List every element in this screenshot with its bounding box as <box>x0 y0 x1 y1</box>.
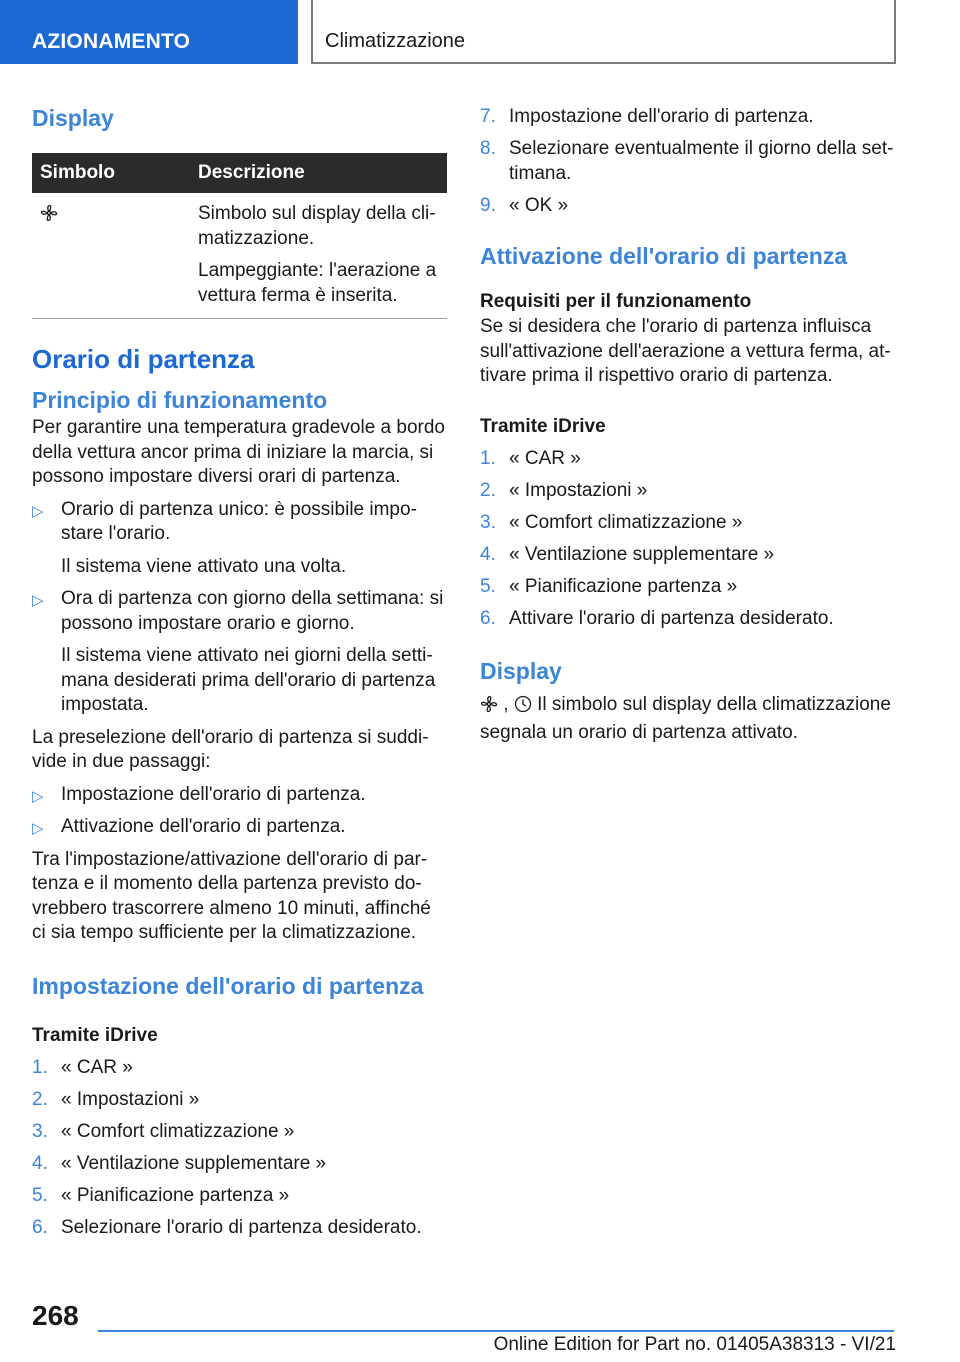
time-paragraph: Tra l'impostazione/attivazione dell'orario di partenza e il momento della partenza previsto dovrebbero trascorrere almeno 10 minuti, affinché ci sia tempo sufficiente per la climatizzazione. <box>32 848 431 943</box>
step-number: 6. <box>32 1216 48 1238</box>
step-number: 3. <box>32 1120 48 1142</box>
step-number: 7. <box>480 106 496 127</box>
list-item-text: Ora di partenza con giorno della settimana: si possono impostare orario e giorno. <box>61 588 444 634</box>
step-text: « Impostazioni » <box>61 1088 200 1110</box>
split-paragraph: La preselezione dell'orario di partenza si suddivide in due passaggi: <box>32 726 429 772</box>
fan-icon <box>40 204 58 230</box>
step-number: 2. <box>32 1088 48 1110</box>
subsection-heading: Impostazione dell'orario di partenza <box>32 972 424 999</box>
step-number: 5. <box>480 575 496 597</box>
step-number: 3. <box>480 511 496 533</box>
step-text: Attivare l'orario di partenza desiderato. <box>509 607 834 629</box>
procedure-heading: Tramite iDrive <box>32 1024 158 1046</box>
list-item-text: Orario di partenza unico: è possibile impostare l'orario. <box>61 498 417 544</box>
step-item <box>480 607 895 632</box>
icon-separator: , <box>503 694 509 715</box>
description-text: Simbolo sul display della climatizzazione. <box>198 203 436 249</box>
list-item <box>32 587 447 718</box>
display-heading: Display <box>32 105 114 131</box>
step-text: « Ventilazione supplementare » <box>509 543 775 565</box>
step-item <box>32 1216 447 1241</box>
step-item <box>480 137 895 186</box>
right-column <box>480 105 895 745</box>
step-item <box>32 1120 447 1145</box>
step-number: 9. <box>480 194 496 216</box>
step-item <box>480 447 895 472</box>
left-column <box>32 100 447 1240</box>
step-number: 4. <box>480 543 496 565</box>
step-text: Selezionare eventualmente il giorno della settimana. <box>509 138 894 184</box>
step-text: « OK » <box>509 194 569 216</box>
step-text: « Pianificazione partenza » <box>61 1184 290 1206</box>
edition-text: Online Edition for Part no. 01405A38313 - VI/21 <box>493 1334 896 1355</box>
procedure-heading: Tramite iDrive <box>480 415 606 437</box>
display-paragraph <box>480 693 895 745</box>
description-text: Lampeggiante: l'aerazione a vettura ferma è inserita. <box>198 260 437 306</box>
triangle-bullet-icon: ▷ <box>32 592 44 609</box>
step-text: « Pianificazione partenza » <box>509 575 738 597</box>
step-number: 1. <box>480 447 496 469</box>
subsection-heading: Attivazione dell'orario di partenza <box>480 243 848 269</box>
display-heading: Display <box>480 658 562 684</box>
step-item <box>480 479 895 504</box>
triangle-bullet-icon: ▷ <box>32 787 44 805</box>
clock-icon <box>514 695 532 721</box>
list-item-text: Impostazione dell'orario di partenza. <box>61 783 366 805</box>
step-item <box>32 1152 447 1177</box>
column-header-symbol: Simbolo <box>32 153 190 193</box>
section-tab: AZIONAMENTO <box>0 0 298 64</box>
fan-icon <box>480 695 498 721</box>
step-text: Impostazione dell'orario di partenza. <box>509 106 814 127</box>
step-phase-list <box>32 783 447 840</box>
footer-divider <box>98 1330 894 1332</box>
step-number: 4. <box>32 1152 48 1174</box>
step-text: « CAR » <box>509 447 581 469</box>
symbol-table <box>32 153 447 319</box>
section-heading: Orario di partenza <box>32 344 255 374</box>
steps-list <box>480 447 895 632</box>
step-item <box>480 105 895 130</box>
step-item <box>480 511 895 536</box>
step-text: « Comfort climatizzazione » <box>509 511 743 533</box>
step-number: 8. <box>480 138 496 159</box>
list-item-text: Attivazione dell'orario di partenza. <box>61 816 346 837</box>
steps-list-continued <box>480 105 895 218</box>
triangle-bullet-icon: ▷ <box>32 502 44 520</box>
subsection-heading: Principio di funzionamento <box>32 387 328 413</box>
list-item-note: Il sistema viene attivato nei giorni della settimana desiderati prima dell'orario di partenza impostata. <box>61 645 436 715</box>
step-text: « CAR » <box>61 1056 133 1078</box>
step-item <box>480 194 895 219</box>
step-number: 5. <box>32 1184 48 1206</box>
step-item <box>32 1056 447 1081</box>
principle-paragraph: Per garantire una temperatura gradevole a bordo della vettura ancor prima di iniziare la marcia, si possono impostare diversi orari di partenza. <box>32 417 445 487</box>
list-item <box>32 498 447 580</box>
requirements-paragraph: Se si desidera che l'orario di partenza influisca sull'attivazione dell'aerazione a vettura ferma, attivare prima il rispettivo orario di partenza. <box>480 316 891 386</box>
list-item-note: Il sistema viene attivato una volta. <box>61 555 347 577</box>
display-text: Il simbolo sul display della climatizzazione segnala un orario di partenza attivato. <box>480 694 891 743</box>
step-text: Selezionare l'orario di partenza desiderato. <box>61 1216 422 1238</box>
chapter-title: Climatizzazione <box>311 0 896 64</box>
requirements-heading: Requisiti per il funzionamento <box>480 291 752 312</box>
step-text: « Comfort climatizzazione » <box>61 1120 295 1142</box>
step-number: 6. <box>480 607 496 629</box>
step-item <box>32 1088 447 1113</box>
table-row <box>32 193 447 319</box>
description-cell <box>190 193 447 319</box>
list-item <box>32 815 447 840</box>
step-item <box>32 1184 447 1209</box>
list-item <box>32 783 447 808</box>
step-text: « Impostazioni » <box>509 479 648 501</box>
step-item <box>480 575 895 600</box>
step-text: « Ventilazione supplementare » <box>61 1152 327 1174</box>
step-item <box>480 543 895 568</box>
triangle-bullet-icon: ▷ <box>32 820 44 837</box>
option-list <box>32 498 447 718</box>
step-number: 2. <box>480 479 496 501</box>
symbol-cell <box>32 193 190 319</box>
column-header-description: Descrizione <box>190 153 447 193</box>
step-number: 1. <box>32 1056 48 1078</box>
page-number: 268 <box>32 1300 79 1331</box>
steps-list <box>32 1056 447 1241</box>
